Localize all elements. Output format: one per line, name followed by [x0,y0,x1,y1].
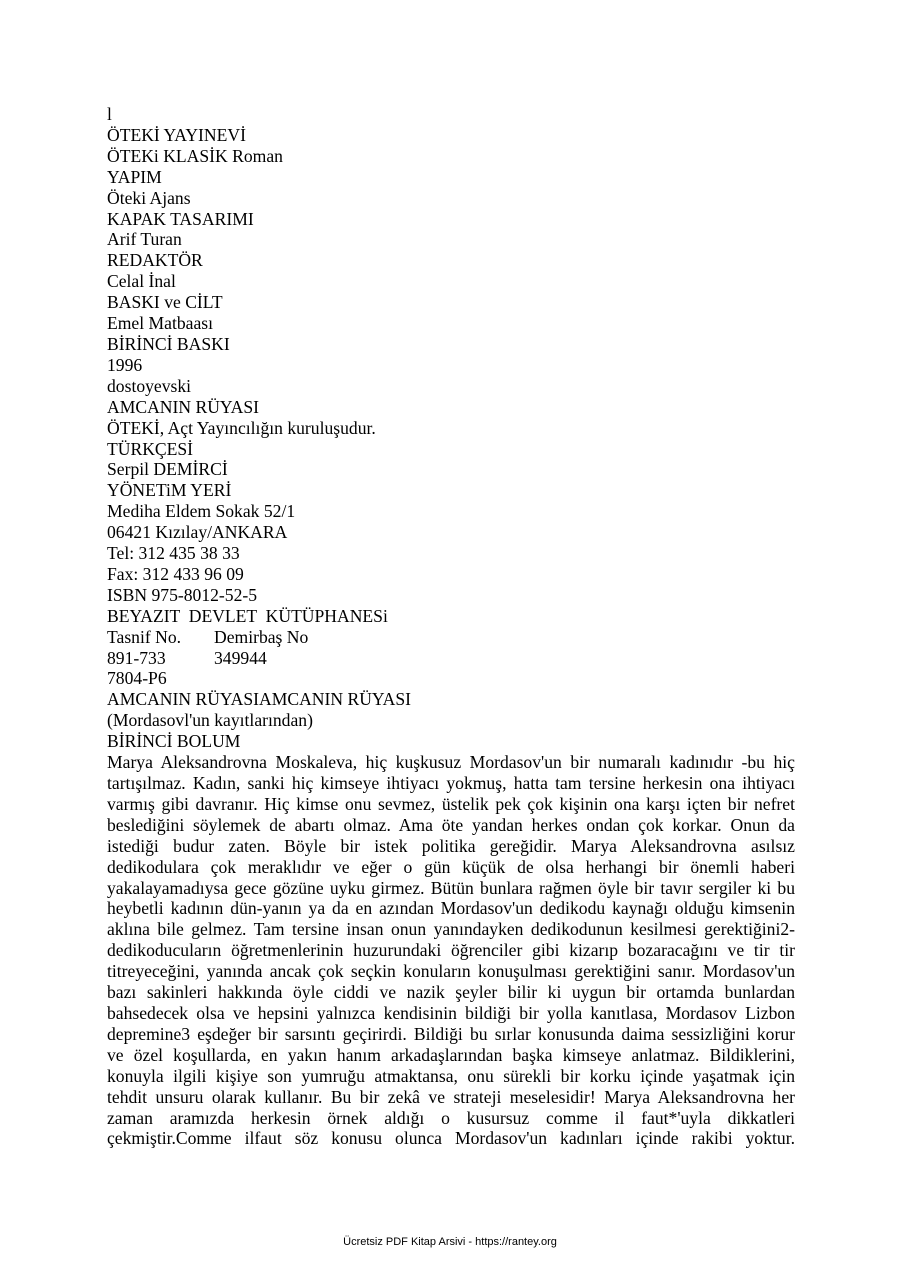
imprint-line: YÖNETiM YERİ [107,480,232,501]
chapter-heading-section [107,668,795,752]
fax-line: Fax: 312 433 96 09 [107,563,244,584]
body-paragraph [107,752,795,1149]
address-line: Mediha Eldem Sokak 52/1 [107,501,296,522]
imprint-line: Arif Turan [107,229,182,250]
body-line: tartışılmaz. Kadın, sanki hiç kimseye ihtiyacı yokmuş, hatta tam tersine herkesin ona ihtiyacı [107,773,795,793]
address-line: 06421 Kızılay/ANKARA [107,522,288,543]
body-line: dedikoducuların öğretmenlerinin huzurundaki öğrenciler gibi kizarıp bozaracağını ve tir tir [107,940,795,961]
body-line: beslediğini söylemek de abartı olmaz. Ama öte yandan herkes ondan çok korkar. Onun da [107,814,795,835]
chapter-subtitle: (Mordasovl'un kayıtlarından) [107,710,313,731]
catalog-col-tasnif: Tasnif No. [107,626,182,647]
publisher-name: ÖTEKİ YAYINEVİ [107,124,246,145]
phone-line: Tel: 312 435 38 33 [107,543,240,564]
body-line: çekmiştir.Comme ilfaut söz konusu olunca Mordasov'un kadınları içinde rakibi yoktur. [107,1128,795,1149]
book-title: AMCANIN RÜYASI [107,396,260,417]
library-name: BEYAZIT DEVLET KÜTÜPHANESi [107,605,388,626]
imprint-line: TÜRKÇESİ [107,438,194,459]
body-line: titreyeceğini, yanında ancak çok seçkin konuların konuşulması gerektiğini sanır. Mordasov'un [107,961,795,982]
imprint-line: Emel Matbaası [107,313,214,334]
imprint-line: KAPAK TASARIMI [107,208,254,229]
body-line: bahsedecek olsa ve hepsini yalnızca kendisinin bildiği bir yolla kanıtlasa, Mordasov Lizbon [107,1002,795,1023]
catalog-value-row [107,648,795,669]
body-line: varmış gibi davranır. Hiç kimse onu sevmez, üstelik pek çok kişinin ona karşı içten bir nefret [107,793,795,814]
imprint-line: Celal İnal [107,271,176,292]
chapter-heading: BİRİNCİ BOLUM [107,731,241,752]
body-line: depremine3 eşdeğer bir sarsıntı geçirirdi. Bildiği bu sırlar konusunda daima sessizliğini korur [107,1023,795,1044]
body-line: heybetli kadının dün-yanın ya da en azından Mordasov'un dedikodu kaynağı olduğu kimsenin [107,898,795,919]
catalog-value-demirbas: 349944 [214,647,267,668]
catalog-value-tasnif: 891-733 [107,647,166,668]
imprint-line: l [107,104,112,124]
imprint-line: 1996 [107,354,143,375]
imprint-line: Öteki Ajans [107,187,191,208]
catalog-code: 7804-P6 [107,668,167,689]
imprint-line: BİRİNCİ BASKI [107,333,230,354]
series-name: ÖTEKi KLASİK Roman [107,145,283,166]
imprint-line: BASKI ve CİLT [107,292,223,313]
body-line: istediği budur zaten. Böyle bir istek politika gereğidir. Marya Aleksandrovna asılsız [107,835,795,856]
body-line: bazı sakinleri hakkında öyle ciddi ve nazik şeyler bilir ki uygun bir ortamda bunlardan [107,982,795,1003]
body-line: aklına bile gelmez. Tam tersine insan onun yanındayken dedikodunun kesilmesi gerektiğini2- [107,919,795,940]
imprint-section [107,104,795,627]
author-name: dostoyevski [107,375,192,396]
body-line: zaman aramızda herkesin örnek aldığı o kusursuz comme il faut*'uyla dikkatleri [107,1107,795,1128]
chapter-title: AMCANIN RÜYASIAMCANIN RÜYASI [107,689,412,710]
imprint-line: YAPIM [107,166,162,187]
imprint-line: REDAKTÖR [107,250,203,271]
page-footer: Ücretsiz PDF Kitap Arsivi - https://rantey.org [343,1236,557,1248]
catalog-header-row [107,627,795,648]
body-line: ve özel koşullarda, en yakın hanım arkadaşlarından başka kimseye anlatmaz. Bildiklerini, [107,1044,795,1065]
body-line: yakalayamadıysa gece gözüne uyku girmez. Bütün bunlara rağmen öyle bir tavır sergiler ki bu [107,877,795,898]
document-page [107,104,795,1149]
body-line: konuyla ilgili kişiye son yumruğu atmaktansa, onu sürekli bir korku içinde yaşatmak için [107,1065,795,1086]
catalog-table [107,627,795,669]
body-line: Marya Aleksandrovna Moskaleva, hiç kuşkusuz Mordasov'un bir numaralı kadınıdır -bu hiç [107,752,795,773]
body-line: dedikodulara çok meraklıdır ve eğer o gün küçük de olsa herhangi bir önemli haberi [107,856,795,877]
body-line: tehdit unsuru olarak kullanır. Bu bir zekâ ve strateji meselesidir! Marya Aleksandrovna her [107,1086,795,1107]
catalog-col-demirbas: Demirbaş No [214,626,309,647]
isbn-line: ISBN 975-8012-52-5 [107,584,258,605]
imprint-line: ÖTEKİ, Açt Yayıncılığın kuruluşudur. [107,417,376,438]
translator-name: Serpil DEMİRCİ [107,459,228,480]
